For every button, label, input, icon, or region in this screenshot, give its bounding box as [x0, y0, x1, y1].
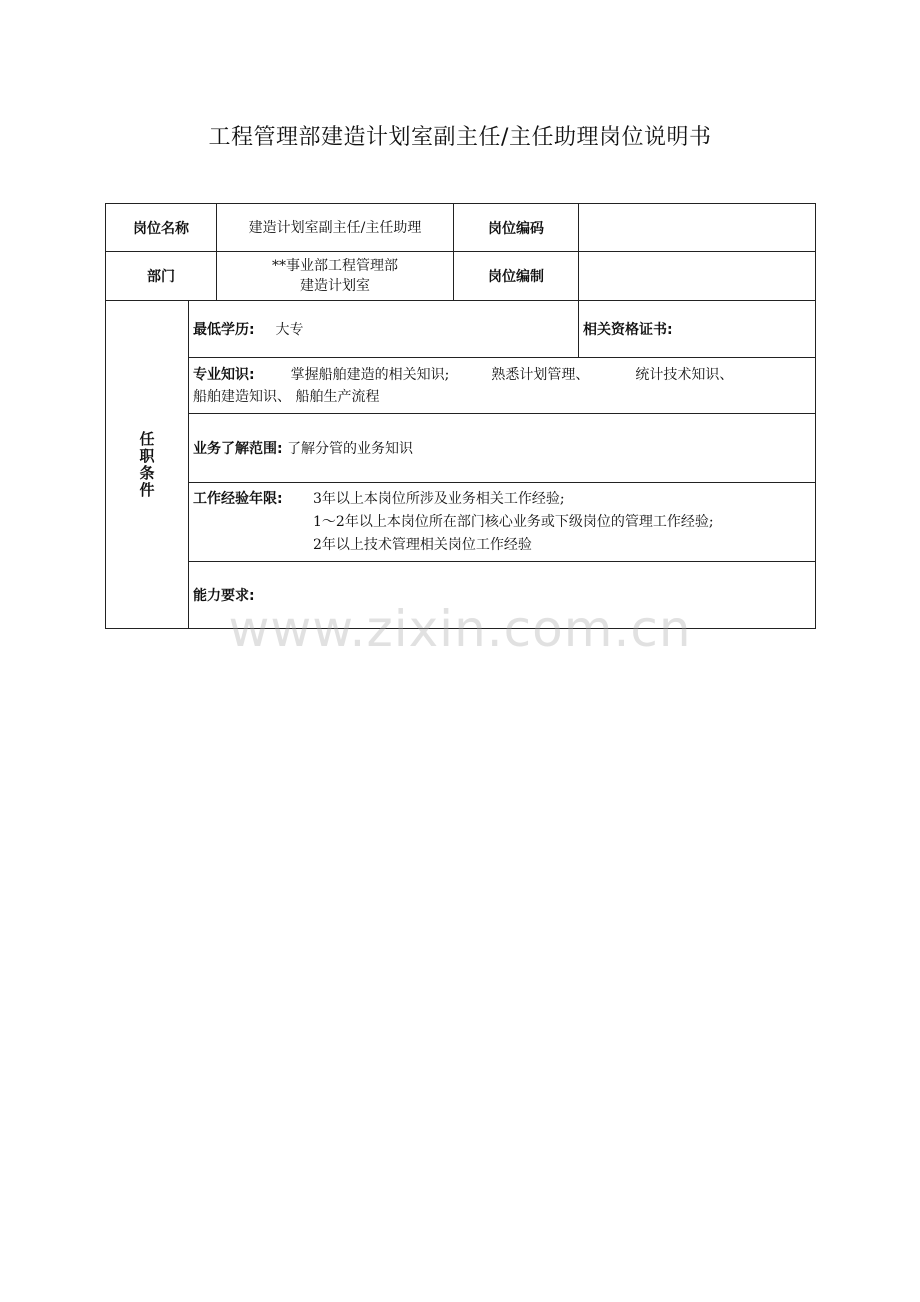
dept-label: 部门: [106, 252, 217, 301]
qualification-label: [106, 301, 189, 629]
post-quota-label: 岗位编制: [454, 252, 579, 301]
row-department: [106, 252, 816, 301]
business-label: 业务了解范围:: [193, 441, 283, 457]
post-quota-value: [579, 252, 816, 301]
business-value: 了解分管的业务知识: [287, 441, 414, 457]
qualification-char-2: 职: [139, 446, 155, 465]
qualification-char-3: 条: [139, 463, 155, 482]
education-label: 最低学历:: [193, 322, 255, 338]
experience-line-1: 3年以上本岗位所涉及业务相关工作经验;: [313, 490, 565, 507]
qualification-char-4: 件: [139, 480, 155, 499]
knowledge-item: 船舶生产流程: [295, 388, 380, 405]
document-title: 工程管理部建造计划室副主任/主任助理岗位说明书: [208, 125, 712, 150]
row-ability: [106, 562, 816, 629]
ability-cell: [189, 562, 816, 629]
knowledge-item: 熟悉计划管理、: [491, 366, 590, 383]
knowledge-cell: [189, 358, 816, 414]
knowledge-label: 专业知识:: [193, 366, 255, 383]
row-education: [106, 301, 816, 358]
experience-cell: [189, 483, 816, 562]
knowledge-item: 掌握船舶建造的相关知识;: [290, 366, 450, 383]
dept-value-line1: **事业部工程管理部: [272, 258, 398, 274]
ability-label: 能力要求:: [193, 588, 255, 604]
experience-label: 工作经验年限:: [193, 490, 283, 507]
dept-value: [217, 252, 454, 301]
knowledge-item: 船舶建造知识、: [193, 388, 291, 405]
post-name-value: 建造计划室副主任/主任助理: [217, 204, 454, 252]
post-code-value: [579, 204, 816, 252]
post-code-label: 岗位编码: [454, 204, 579, 252]
qualification-char-1: 任: [139, 429, 155, 448]
business-cell: [189, 414, 816, 483]
cert-cell: [579, 301, 816, 358]
watermark: www.zixin.com.cn: [228, 600, 692, 658]
experience-line-2: 1～2年以上本岗位所在部门核心业务或下级岗位的管理工作经验;: [313, 513, 714, 530]
row-knowledge: [106, 358, 816, 414]
education-value: 大专: [275, 322, 304, 338]
dept-value-line2: 建造计划室: [300, 278, 370, 294]
knowledge-item: 统计技术知识、: [635, 366, 734, 383]
post-name-label: 岗位名称: [106, 204, 217, 252]
cert-label: 相关资格证书:: [583, 322, 673, 338]
row-post-name: [106, 204, 816, 252]
row-experience: [106, 483, 816, 562]
education-cell: [189, 301, 579, 358]
row-business-scope: [106, 414, 816, 483]
experience-line-3: 2年以上技术管理相关岗位工作经验: [313, 536, 532, 553]
job-spec-table: [105, 203, 816, 629]
